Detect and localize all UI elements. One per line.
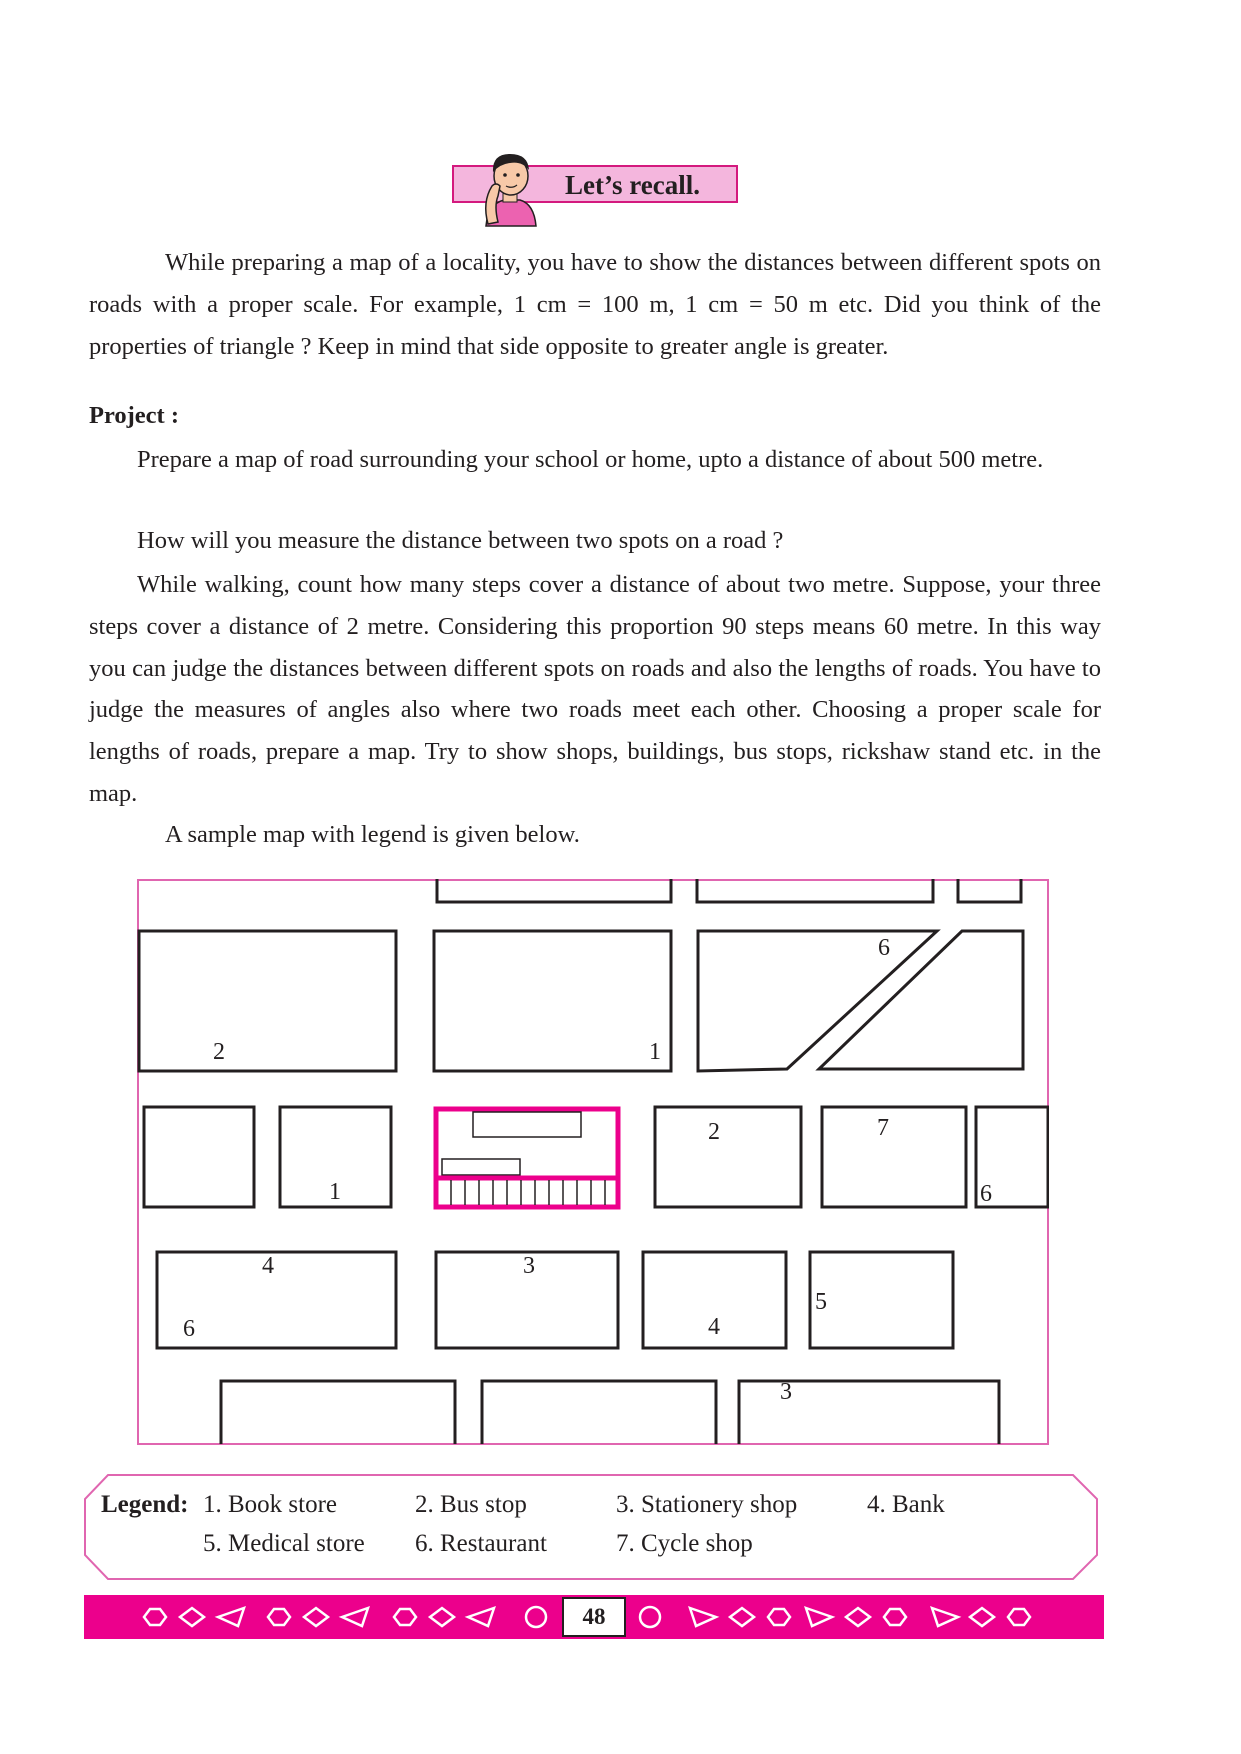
circle-icon (526, 1607, 546, 1627)
map-label: 4 (708, 1314, 720, 1340)
map-label: 2 (213, 1039, 225, 1065)
map-label: 6 (183, 1316, 195, 1342)
map-label: 4 (262, 1253, 274, 1279)
legend-item: 1. Book store (203, 1491, 338, 1518)
triangle-icon (806, 1608, 832, 1626)
map-label: 3 (780, 1379, 792, 1405)
legend-item: 6. Restaurant (415, 1530, 547, 1557)
project-paragraph-1: Prepare a map of road surrounding your school or home, upto a distance of about 500 metre. (137, 446, 1044, 473)
triangle-icon (690, 1608, 716, 1626)
diamond-icon (304, 1608, 328, 1626)
triangle-icon (932, 1608, 958, 1626)
thinking-boy-icon (476, 146, 546, 228)
legend-item: 7. Cycle shop (616, 1530, 753, 1557)
map-border (138, 880, 1048, 1444)
project-paragraph-3: While walking, count how many steps cover a distance of about two metre. Suppose, your three steps cover a distance of 2 metre. Considering this proportion 90 steps means 60 metre. In this way you can judge the distances between different spots on roads and also the lengths of roads. You have to judge the measures of angles also where two roads meet each other. Choosing a proper scale for lengths of roads, prepare a map. Try to show shops, buildings, bus stops, rickshaw stand etc. in the map. (89, 571, 1101, 807)
map-label: 6 (980, 1181, 992, 1207)
recall-paragraph: While preparing a map of a locality, you have to show the distances between different spots on roads with a proper scale. For example, 1 cm = 100 m, 1 cm = 50 m etc. Did you think of the properties of triangle ? Keep in mind that side opposite to greater angle is greater. (89, 249, 1101, 360)
circle-icon (640, 1607, 660, 1627)
hexagon-icon (144, 1609, 166, 1625)
legend-item: 2. Bus stop (415, 1491, 527, 1518)
triangle-icon (468, 1608, 494, 1626)
hexagon-icon (884, 1609, 906, 1625)
legend-label: Legend: (101, 1491, 189, 1518)
legend-item: 5. Medical store (203, 1530, 365, 1557)
diamond-icon (970, 1608, 994, 1626)
legend-frame (83, 1473, 1099, 1581)
map-label: 2 (708, 1119, 720, 1145)
hexagon-icon (394, 1609, 416, 1625)
legend-item: 4. Bank (867, 1491, 945, 1518)
map-label: 1 (329, 1179, 341, 1205)
section-title: Let’s recall. (565, 170, 700, 200)
diamond-icon (846, 1608, 870, 1626)
hexagon-icon (268, 1609, 290, 1625)
diamond-icon (180, 1608, 204, 1626)
diamond-icon (430, 1608, 454, 1626)
map-label: 6 (878, 935, 890, 961)
project-paragraph-4: A sample map with legend is given below. (165, 821, 580, 848)
map-label: 5 (815, 1289, 827, 1315)
map-label: 3 (523, 1253, 535, 1279)
hexagon-icon (1008, 1609, 1030, 1625)
project-title: Project : (89, 402, 179, 429)
map-label: 1 (649, 1039, 661, 1065)
triangle-icon (342, 1608, 368, 1626)
sample-map (137, 879, 1049, 1445)
triangle-icon (218, 1608, 244, 1626)
map-label: 7 (877, 1115, 889, 1141)
diamond-icon (730, 1608, 754, 1626)
project-paragraph-2: How will you measure the distance between two spots on a road ? (137, 527, 784, 554)
hexagon-icon (768, 1609, 790, 1625)
page-number: 48 (582, 1604, 606, 1629)
legend-item: 3. Stationery shop (616, 1491, 798, 1518)
